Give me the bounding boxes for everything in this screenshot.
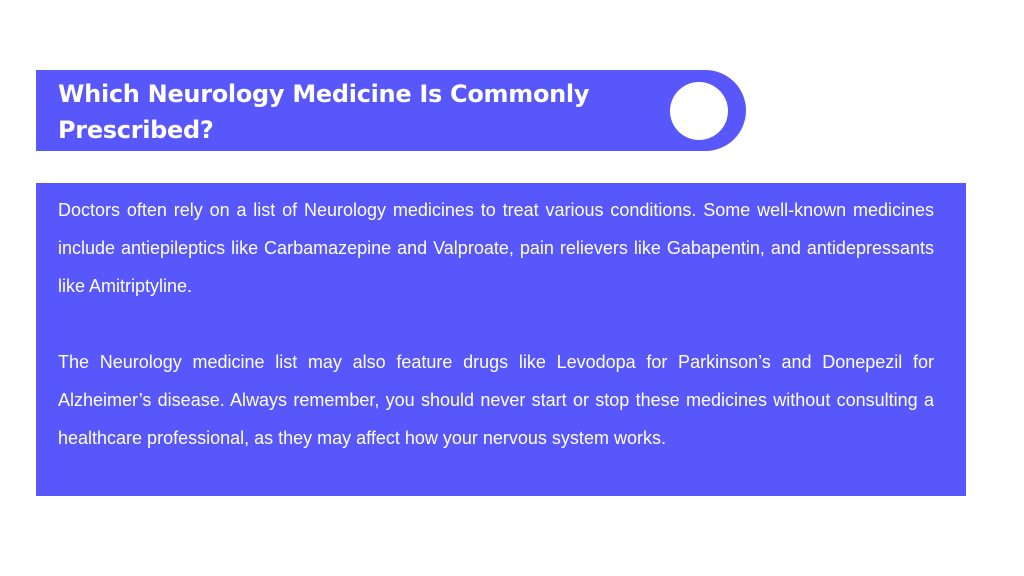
paragraph-2: The Neurology medicine list may also feature drugs like Levodopa for Parkinson’s and Donepezil for Alzheimer’s disease. Always remember, you should never start or stop these medicines without consulting a healthcare professional, as they may affect how your nervous system works. <box>58 352 934 448</box>
circle-decoration <box>670 82 728 140</box>
page-title: Which Neurology Medicine Is Commonly Prescribed? <box>58 80 590 144</box>
paragraph-1: Doctors often rely on a list of Neurology medicines to treat various conditions. Some well-known medicines include antiepileptics like Carbamazepine and Valproate, pain relievers like Gabapentin, and antidepressants like Amitriptyline. <box>58 200 934 296</box>
title-banner <box>36 70 746 151</box>
content-box <box>36 183 966 496</box>
